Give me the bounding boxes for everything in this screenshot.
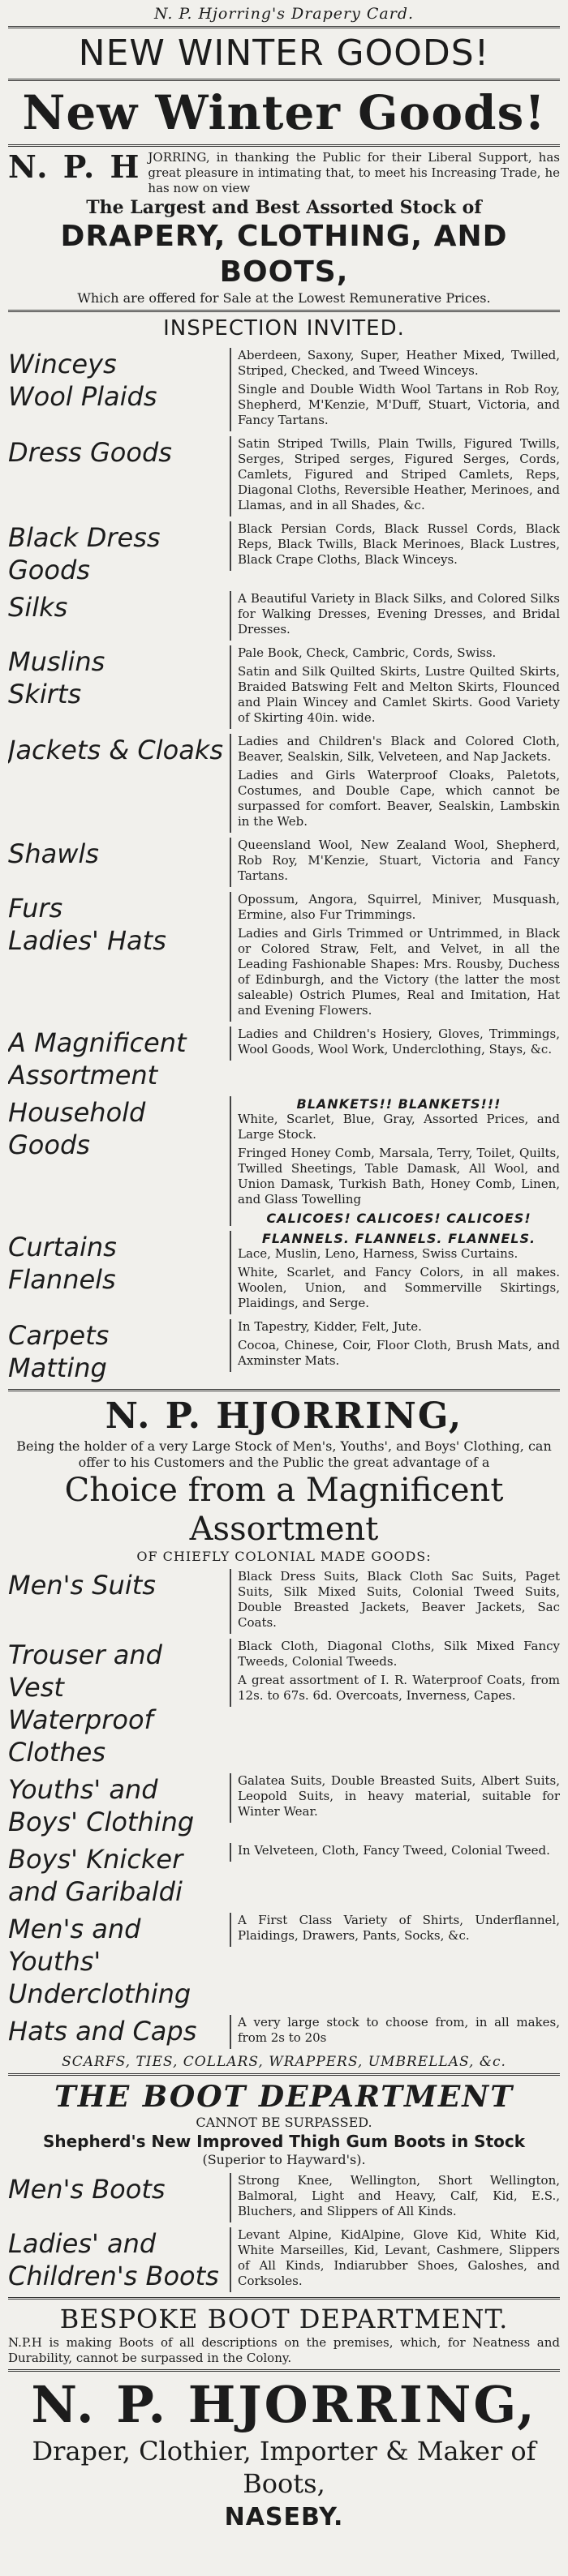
- headline-primary: NEW WINTER GOODS!: [78, 32, 490, 74]
- drapery-labels: [8, 838, 223, 870]
- clothing-paragraph: A very large stock to choose from, in all makes, from 2s to 20s: [238, 2015, 560, 2045]
- drapery-description: [230, 734, 560, 833]
- drapery-subfooter: CALICOES! CALICOES! CALICOES!: [266, 1211, 531, 1226]
- drapery-labels: [8, 436, 223, 469]
- bespoke-heading: BESPOKE BOOT DEPARTMENT.: [59, 2304, 509, 2334]
- boots-list: [8, 2173, 560, 2292]
- clothing-label: Trouser and Vest: [8, 1639, 162, 1703]
- drapery-paragraph: Fringed Honey Comb, Marsala, Terry, Toilet, Quilts, Twilled Sheetings, Table Damask, All Wool, and Union Damask, Turkish Bath, Honey Comb, Linen, and Glass Towelling: [238, 1146, 560, 1207]
- drapery-row: [8, 1096, 560, 1226]
- scarfs-line: SCARFS, TIES, COLLARS, WRAPPERS, UMBRELLAS, &c.: [62, 2054, 506, 2070]
- drapery-label: Dress Goods: [8, 437, 172, 468]
- drapery-heading: DRAPERY, CLOTHING, AND BOOTS,: [60, 220, 508, 289]
- clothing-row: [8, 1773, 560, 1838]
- drapery-paragraph: Opossum, Angora, Squirrel, Miniver, Musquash, Ermine, also Fur Trimmings.: [238, 892, 560, 922]
- card-title: N. P. Hjorring's Drapery Card.: [153, 5, 415, 23]
- divider: [8, 144, 560, 147]
- drapery-paragraph: A Beautiful Variety in Black Silks, and Colored Silks for Walking Dresses, Evening Dresses, and Bridal Dresses.: [238, 591, 560, 636]
- drapery-labels: [8, 1096, 223, 1161]
- divider: [8, 2297, 560, 2300]
- drapery-row: [8, 838, 560, 887]
- drapery-row: [8, 591, 560, 641]
- clothing-paragraph: Galatea Suits, Double Breasted Suits, Albert Suits, Leopold Suits, in heavy material, suitable for Winter Wear.: [238, 1773, 560, 1819]
- drapery-paragraph: Satin and Silk Quilted Skirts, Lustre Quilted Skirts, Braided Batswing Felt and Melton Skirts, Flounced and Plain Wincey and Camlet Skirts. Good Variety of Skirting 40in. wide.: [238, 664, 560, 725]
- intro-initials: N. P. H: [8, 148, 142, 185]
- drapery-subheading: BLANKETS!! BLANKETS!!!: [296, 1096, 501, 1112]
- drapery-row: [8, 348, 560, 431]
- drapery-labels: [8, 645, 223, 710]
- clothing-paragraph: A great assortment of I. R. Waterproof Coats, from 12s. to 67s. 6d. Overcoats, Inverness, Capes.: [238, 1673, 560, 1703]
- prices-line: Which are offered for Sale at the Lowest Remunerative Prices.: [77, 290, 491, 306]
- drapery-description: [230, 348, 560, 431]
- clothing-label: Men's and Youths' Underclothing: [8, 1914, 191, 2009]
- clothing-labels: [8, 1843, 223, 1908]
- drapery-labels: [8, 892, 223, 957]
- clothing-labels: [8, 1639, 223, 1768]
- drapery-label: Furs: [8, 893, 63, 924]
- clothing-description: [230, 1569, 560, 1634]
- drapery-description: [230, 591, 560, 641]
- drapery-row: [8, 1231, 560, 1314]
- clothing-labels: [8, 1569, 223, 1601]
- drapery-labels: [8, 591, 223, 624]
- boots-description: [230, 2173, 560, 2222]
- drapery-row: [8, 892, 560, 1022]
- footer-role: Draper, Clothier, Importer & Maker of Boots,: [32, 2436, 536, 2499]
- clothing-row: [8, 2015, 560, 2049]
- drapery-labels: [8, 1319, 223, 1384]
- clothing-list: [8, 1569, 560, 2049]
- drapery-labels: [8, 521, 223, 586]
- boots-label: Men's Boots: [8, 2174, 166, 2205]
- divider: [8, 79, 560, 81]
- drapery-label: Matting: [8, 1352, 107, 1383]
- drapery-paragraph: Aberdeen, Saxony, Super, Heather Mixed, Twilled, Striped, Checked, and Tweed Winceys.: [238, 348, 560, 378]
- drapery-paragraph: Queensland Wool, New Zealand Wool, Shepherd, Rob Roy, M'Kenzie, Stuart, Victoria and Fancy Tartans.: [238, 838, 560, 883]
- divider: [8, 310, 560, 312]
- bespoke-text: N.P.H is making Boots of all descriptions on the premises, which, for Neatness and Durability, cannot be surpassed in the Colony.: [8, 2335, 560, 2365]
- clothing-row: [8, 1913, 560, 2010]
- drapery-label: Carpets: [8, 1320, 110, 1351]
- drapery-row: [8, 521, 560, 586]
- drapery-list: [8, 348, 560, 1384]
- drapery-description: [230, 521, 560, 571]
- boots-row: [8, 2173, 560, 2222]
- drapery-paragraph: Ladies and Girls Trimmed or Untrimmed, in Black or Colored Straw, Felt, and Velvet, in all the Leading Fashionable Shapes: Mrs. Rousby, Duchess of Edinburgh, and the Victory (the latter the most saleable) Ostrich Plumes, Real and Imitation, Hat and Evening Flowers.: [238, 926, 560, 1018]
- drapery-label: Flannels: [8, 1264, 116, 1295]
- drapery-description: [230, 1027, 560, 1061]
- boots-paragraph: Levant Alpine, KidAlpine, Glove Kid, White Kid, White Marseilles, Kid, Levant, Cashmere, Slippers of All Kinds, Indiarubber Shoes, Galoshes, and Corksoles.: [238, 2227, 560, 2288]
- clothing-description: [230, 1913, 560, 1947]
- drapery-description: [230, 1231, 560, 1314]
- drapery-label: Winceys: [8, 349, 117, 379]
- clothing-labels: [8, 1773, 223, 1838]
- drapery-labels: [8, 734, 223, 766]
- drapery-row: [8, 1027, 560, 1091]
- clothing-row: [8, 1639, 560, 1768]
- drapery-label: Curtains: [8, 1232, 117, 1262]
- drapery-paragraph: White, Scarlet, and Fancy Colors, in all makes. Woolen, Union, and Sommerville Skirtings, Plaidings, and Serge.: [238, 1265, 560, 1310]
- drapery-subheading: FLANNELS. FLANNELS. FLANNELS.: [261, 1231, 536, 1246]
- drapery-paragraph: Pale Book, Check, Cambric, Cords, Swiss.: [238, 645, 497, 660]
- clothing-label: Men's Suits: [8, 1570, 156, 1601]
- drapery-labels: [8, 1231, 223, 1296]
- advertisement-card: [8, 0, 560, 2576]
- drapery-description: [230, 892, 560, 1022]
- drapery-labels: [8, 348, 223, 413]
- clothing-label: Hats and Caps: [8, 2016, 197, 2047]
- headline-secondary: New Winter Goods!: [22, 85, 546, 140]
- footer-name: N. P. HJORRING,: [31, 2375, 537, 2434]
- drapery-label: Household Goods: [8, 1097, 146, 1160]
- intro-paragraph: [8, 150, 560, 196]
- drapery-label: A Magnificent Assortment: [8, 1027, 187, 1091]
- drapery-paragraph: Ladies and Children's Black and Colored Cloth, Beaver, Sealskin, Silk, Velveteen, and Nap Jackets.: [238, 734, 560, 764]
- drapery-label: Ladies' Hats: [8, 925, 166, 956]
- clothing-label: Waterproof Clothes: [8, 1704, 153, 1768]
- clothing-label: Youths' and Boys' Clothing: [8, 1774, 195, 1837]
- drapery-label: Shawls: [8, 838, 99, 869]
- drapery-row: [8, 645, 560, 729]
- drapery-description: [230, 436, 560, 516]
- clothing-label: Boys' Knicker and Garibaldi: [8, 1844, 183, 1907]
- footer-town: NASEBY.: [224, 2503, 344, 2531]
- drapery-labels: [8, 1027, 223, 1091]
- boots-description: [230, 2227, 560, 2292]
- shepherd-boots-line: Shepherd's New Improved Thigh Gum Boots in Stock: [42, 2132, 526, 2151]
- divider: [8, 26, 560, 28]
- clothing-intro: Being the holder of a very Large Stock of Men's, Youths', and Boys' Clothing, can offer to his Customers and the Public the great advantage of a: [16, 1438, 552, 1470]
- drapery-label: Black Dress Goods: [8, 522, 161, 585]
- drapery-paragraph: White, Scarlet, Blue, Gray, Assorted Prices, and Large Stock.: [238, 1112, 560, 1142]
- drapery-paragraph: Satin Striped Twills, Plain Twills, Figured Twills, Serges, Striped serges, Figured Serges, Cords, Camlets, Figured and Striped Camlets, Reps, Diagonal Cloths, Reversible Heather, Merinoes, and Llamas, and in all Shades, &c.: [238, 436, 560, 512]
- drapery-description: [230, 1096, 560, 1226]
- drapery-paragraph: Ladies and Children's Hosiery, Gloves, Trimmings, Wool Goods, Wool Work, Underclothing, Stays, &c.: [238, 1027, 560, 1057]
- drapery-label: Wool Plaids: [8, 381, 157, 412]
- inspection-invited: INSPECTION INVITED.: [163, 316, 405, 341]
- boots-paragraph: Strong Knee, Wellington, Short Wellington, Balmoral, Light and Heavy, Calf, Kid, E.S., Bluchers, and Slippers of All Kinds.: [238, 2173, 560, 2218]
- clothing-paragraph: A First Class Variety of Shirts, Underflannel, Plaidings, Drawers, Pants, Socks, &c.: [238, 1913, 560, 1943]
- drapery-row: [8, 734, 560, 833]
- boots-label: Ladies' and Children's Boots: [8, 2228, 219, 2291]
- choice-heading: Choice from a Magnificent Assortment: [64, 1472, 504, 1548]
- clothing-paragraph: In Velveteen, Cloth, Fancy Tweed, Colonial Tweed.: [238, 1843, 550, 1858]
- clothing-description: [230, 2015, 560, 2049]
- drapery-label: Jackets & Cloaks: [8, 735, 223, 765]
- intro-text: JORRING, in thanking the Public for their Liberal Support, has great pleasure in intimating that, to meet his Increasing Trade, he has now on view: [148, 150, 560, 195]
- drapery-paragraph: Cocoa, Chinese, Coir, Floor Cloth, Brush Mats, and Axminster Mats.: [238, 1338, 560, 1368]
- clothing-row: [8, 1843, 560, 1908]
- clothing-description: [230, 1843, 560, 1862]
- cannot-be-surpassed: CANNOT BE SURPASSED.: [196, 2115, 372, 2130]
- clothing-description: [230, 1773, 560, 1823]
- assorted-stock-line: The Largest and Best Assorted Stock of: [86, 197, 482, 218]
- drapery-row: [8, 436, 560, 516]
- clothing-paragraph: Black Cloth, Diagonal Cloths, Silk Mixed Fancy Tweeds, Colonial Tweeds.: [238, 1639, 560, 1669]
- drapery-label: Skirts: [8, 679, 82, 709]
- drapery-paragraph: Lace, Muslin, Leno, Harness, Swiss Curtains.: [238, 1246, 519, 1261]
- boots-labels: [8, 2227, 223, 2292]
- drapery-paragraph: Ladies and Girls Waterproof Cloaks, Paletots, Costumes, and Double Cape, which cannot be surpassed for comfort. Beaver, Sealskin, Lambskin in the Web.: [238, 768, 560, 829]
- divider: [8, 2073, 560, 2076]
- drapery-description: [230, 838, 560, 887]
- clothing-paragraph: Black Dress Suits, Black Cloth Sac Suits, Paget Suits, Silk Mixed Suits, Colonial Tweed Suits, Double Breasted Jackets, Beaver Jackets, Sac Coats.: [238, 1569, 560, 1630]
- drapery-paragraph: Black Persian Cords, Black Russel Cords, Black Reps, Black Twills, Black Merinoes, Black Lustres, Black Crape Cloths, Black Winceys.: [238, 521, 560, 567]
- clothing-heading: N. P. HJORRING,: [105, 1395, 463, 1437]
- clothing-description: [230, 1639, 560, 1707]
- drapery-description: [230, 1319, 560, 1372]
- clothing-row: [8, 1569, 560, 1634]
- colonial-line: OF CHIEFLY COLONIAL MADE GOODS:: [136, 1549, 432, 1564]
- drapery-paragraph: In Tapestry, Kidder, Felt, Jute.: [238, 1319, 422, 1334]
- divider: [8, 2369, 560, 2372]
- drapery-label: Muslins: [8, 646, 105, 677]
- drapery-label: Silks: [8, 592, 68, 623]
- boots-labels: [8, 2173, 223, 2205]
- drapery-row: [8, 1319, 560, 1384]
- superior-line: (Superior to Hayward's).: [202, 2152, 366, 2167]
- clothing-labels: [8, 2015, 223, 2047]
- boot-department-heading: THE BOOT DEPARTMENT: [54, 2080, 514, 2114]
- boots-row: [8, 2227, 560, 2292]
- divider: [8, 1389, 560, 1391]
- drapery-description: [230, 645, 560, 729]
- drapery-paragraph: Single and Double Width Wool Tartans in Rob Roy, Shepherd, M'Kenzie, M'Duff, Stuart, Victoria, and Fancy Tartans.: [238, 382, 560, 427]
- clothing-labels: [8, 1913, 223, 2010]
